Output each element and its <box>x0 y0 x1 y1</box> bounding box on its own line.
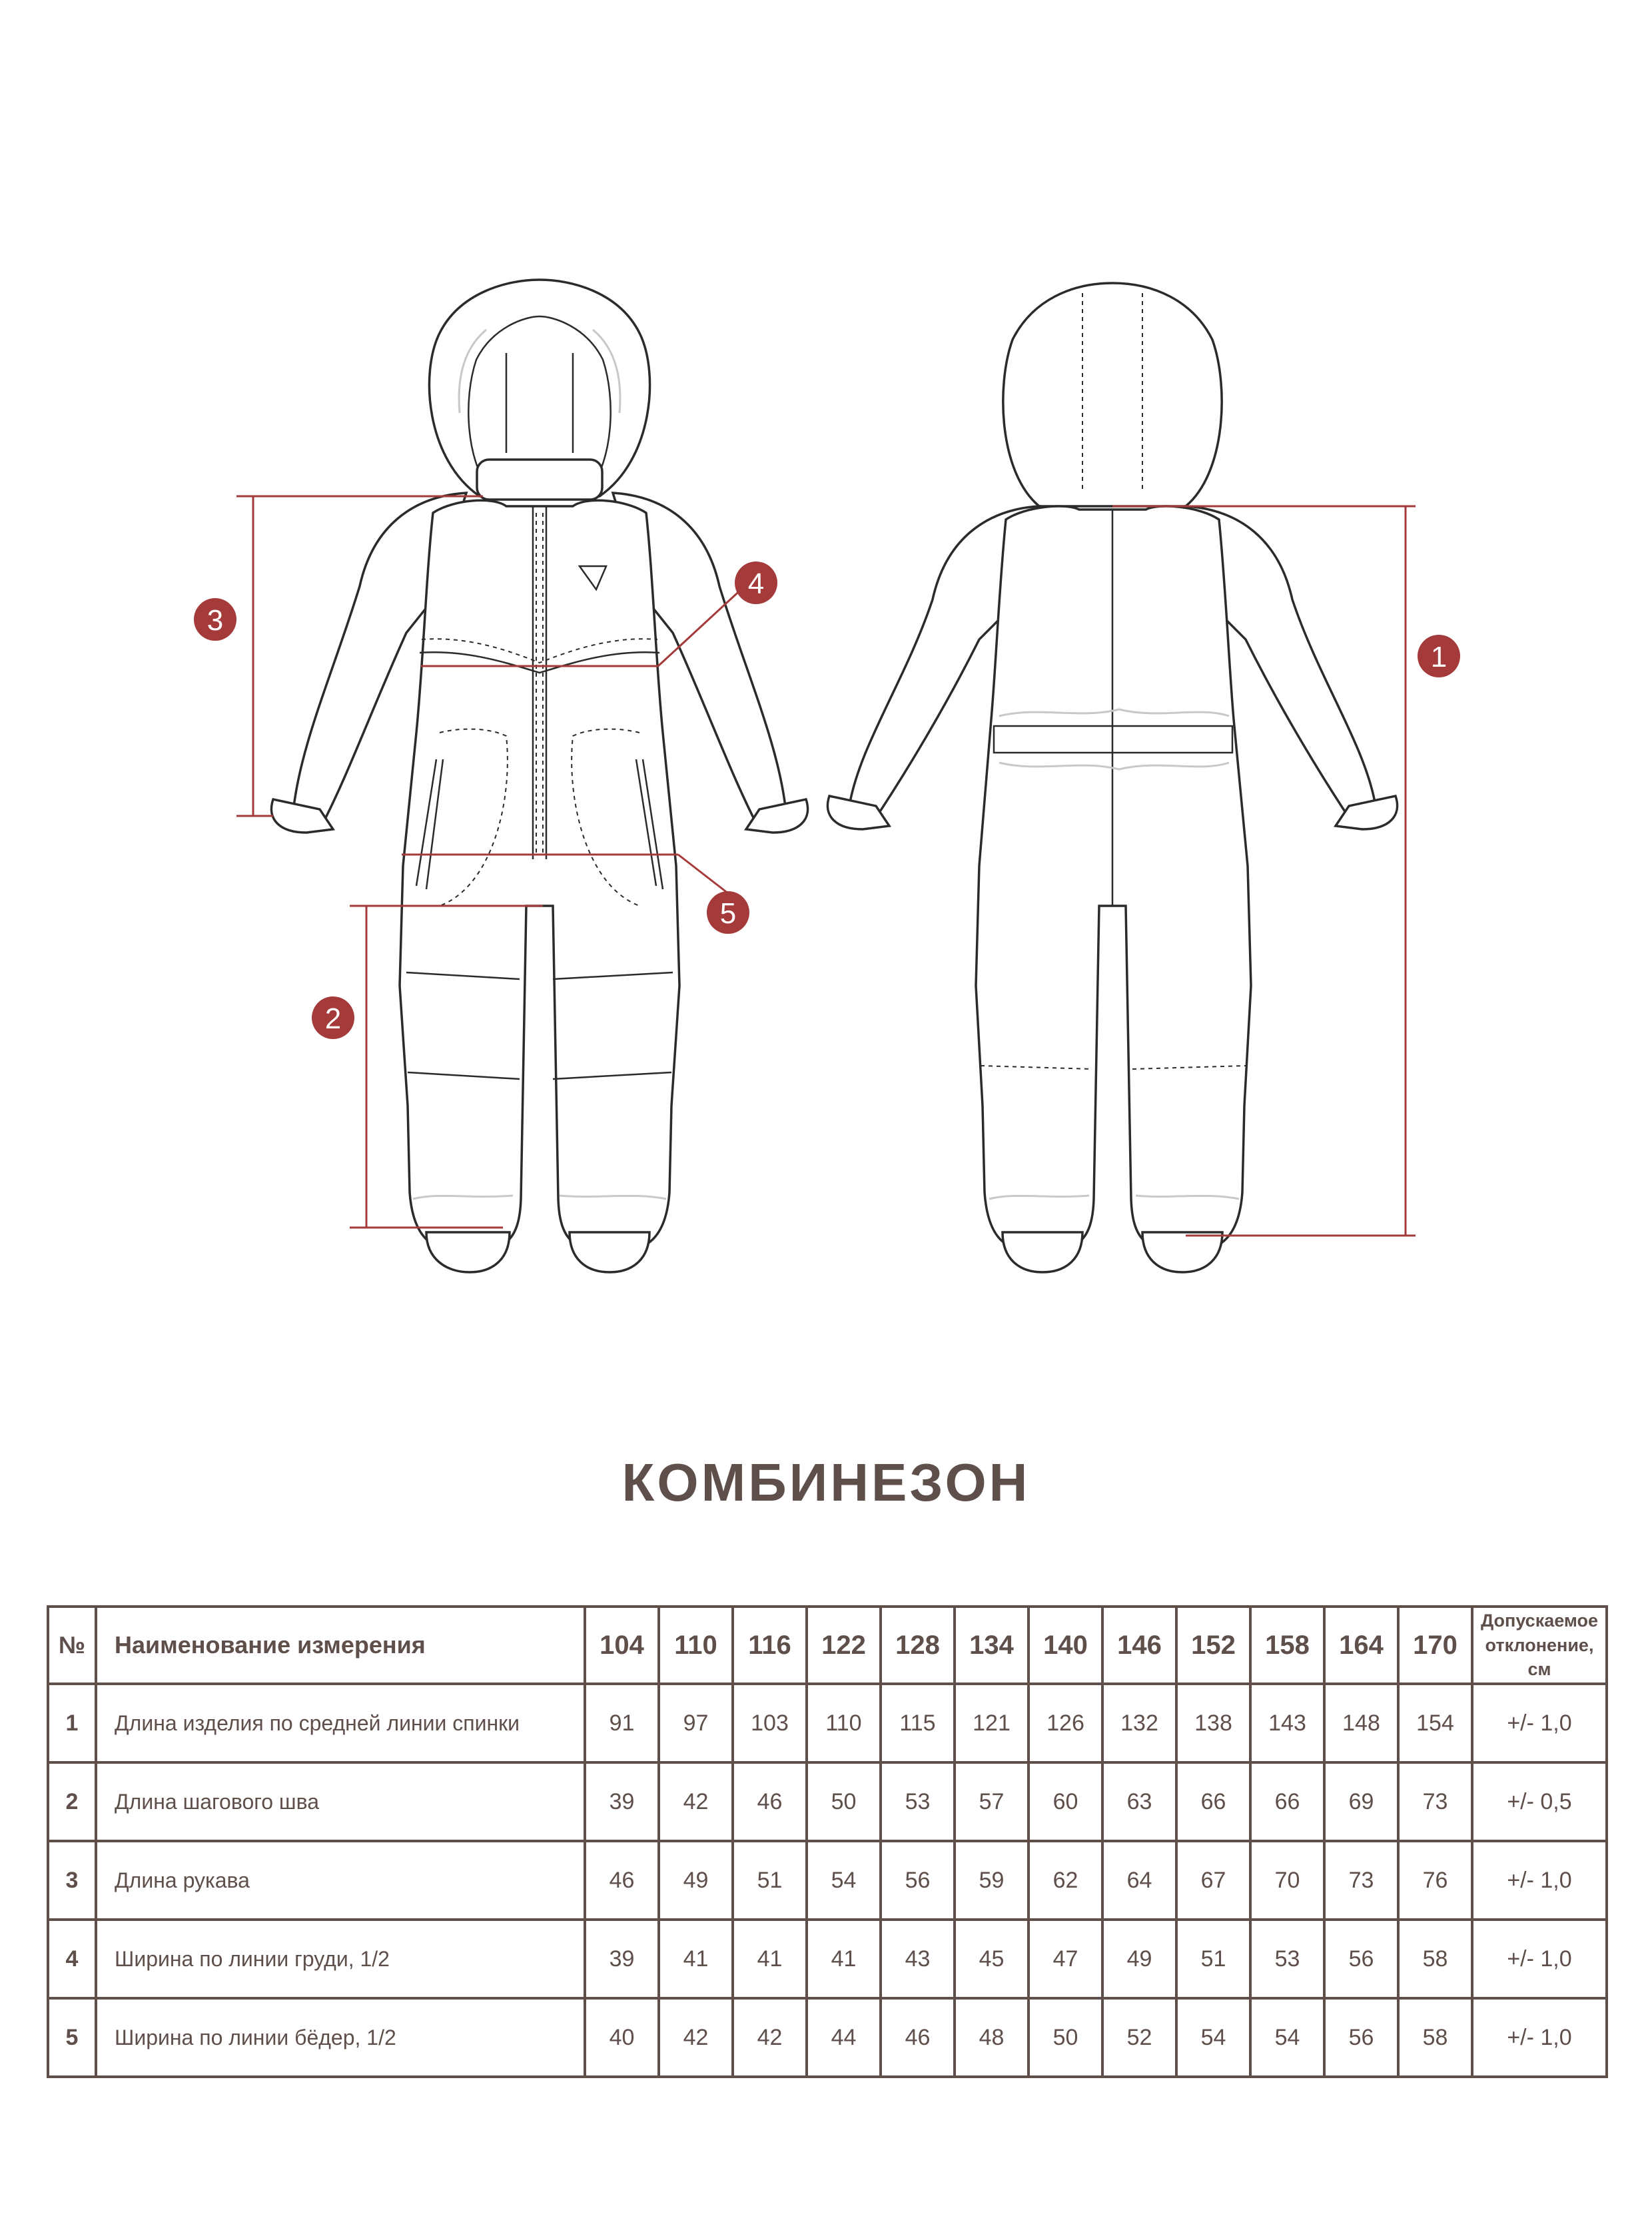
value-cell: 54 <box>1250 1998 1324 2077</box>
value-cell: 97 <box>659 1684 733 1762</box>
legend-marker-3 <box>194 598 236 641</box>
value-cell: 53 <box>881 1762 955 1841</box>
tolerance-cell: +/- 1,0 <box>1472 1920 1607 1998</box>
value-cell: 121 <box>955 1684 1029 1762</box>
value-cell: 148 <box>1324 1684 1398 1762</box>
legend-marker-4 <box>735 561 777 604</box>
value-cell: 40 <box>585 1998 659 2077</box>
value-cell: 43 <box>881 1920 955 1998</box>
front-view <box>271 280 807 1272</box>
value-cell: 63 <box>1102 1762 1176 1841</box>
measurement-name: Ширина по линии груди, 1/2 <box>96 1920 585 1998</box>
size-table <box>47 1605 1608 2078</box>
value-cell: 39 <box>585 1762 659 1841</box>
header-size-104: 104 <box>585 1607 659 1684</box>
svg-text:4: 4 <box>747 567 765 600</box>
value-cell: 143 <box>1250 1684 1324 1762</box>
value-cell: 39 <box>585 1920 659 1998</box>
value-cell: 46 <box>733 1762 807 1841</box>
page-title: КОМБИНЕЗОН <box>621 1453 1031 1512</box>
value-cell: 42 <box>733 1998 807 2077</box>
value-cell: 50 <box>807 1762 881 1841</box>
tolerance-cell: +/- 1,0 <box>1472 1841 1607 1920</box>
tolerance-cell: +/- 1,0 <box>1472 1684 1607 1762</box>
value-cell: 76 <box>1398 1841 1472 1920</box>
value-cell: 110 <box>807 1684 881 1762</box>
value-cell: 46 <box>881 1998 955 2077</box>
value-cell: 73 <box>1324 1841 1398 1920</box>
header-measurement-name: Наименование измерения <box>96 1607 585 1684</box>
value-cell: 58 <box>1398 1998 1472 2077</box>
header-size-134: 134 <box>955 1607 1029 1684</box>
value-cell: 42 <box>659 1762 733 1841</box>
measurement-name: Длина рукава <box>96 1841 585 1920</box>
value-cell: 48 <box>955 1998 1029 2077</box>
value-cell: 49 <box>659 1841 733 1920</box>
value-cell: 60 <box>1029 1762 1102 1841</box>
value-cell: 103 <box>733 1684 807 1762</box>
header-size-146: 146 <box>1102 1607 1176 1684</box>
value-cell: 73 <box>1398 1762 1472 1841</box>
legend-marker-2 <box>312 996 354 1039</box>
value-cell: 69 <box>1324 1762 1398 1841</box>
header-tolerance <box>1472 1607 1607 1684</box>
table-row <box>48 1684 1607 1762</box>
value-cell: 56 <box>881 1841 955 1920</box>
value-cell: 138 <box>1176 1684 1250 1762</box>
value-cell: 41 <box>733 1920 807 1998</box>
value-cell: 126 <box>1029 1684 1102 1762</box>
value-cell: 44 <box>807 1998 881 2077</box>
svg-text:3: 3 <box>206 604 224 637</box>
table-row <box>48 1998 1607 2077</box>
tolerance-cell: +/- 0,5 <box>1472 1762 1607 1841</box>
svg-text:5: 5 <box>719 897 737 930</box>
measurement-name: Ширина по линии бёдер, 1/2 <box>96 1998 585 2077</box>
value-cell: 154 <box>1398 1684 1472 1762</box>
header-size-140: 140 <box>1029 1607 1102 1684</box>
value-cell: 51 <box>1176 1920 1250 1998</box>
value-cell: 67 <box>1176 1841 1250 1920</box>
value-cell: 115 <box>881 1684 955 1762</box>
row-number: 1 <box>48 1684 96 1762</box>
value-cell: 42 <box>659 1998 733 2077</box>
table-row <box>48 1841 1607 1920</box>
header-size-170: 170 <box>1398 1607 1472 1684</box>
header-size-152: 152 <box>1176 1607 1250 1684</box>
row-number: 2 <box>48 1762 96 1841</box>
back-view <box>827 283 1397 1272</box>
tolerance-cell: +/- 1,0 <box>1472 1998 1607 2077</box>
value-cell: 64 <box>1102 1841 1176 1920</box>
value-cell: 59 <box>955 1841 1029 1920</box>
value-cell: 66 <box>1250 1762 1324 1841</box>
value-cell: 132 <box>1102 1684 1176 1762</box>
svg-text:2: 2 <box>324 1002 342 1035</box>
value-cell: 51 <box>733 1841 807 1920</box>
value-cell: 54 <box>1176 1998 1250 2077</box>
value-cell: 62 <box>1029 1841 1102 1920</box>
value-cell: 58 <box>1398 1920 1472 1998</box>
header-size-164: 164 <box>1324 1607 1398 1684</box>
value-cell: 41 <box>807 1920 881 1998</box>
value-cell: 41 <box>659 1920 733 1998</box>
header-size-128: 128 <box>881 1607 955 1684</box>
header-tolerance-line1: Допускаемое <box>1480 1611 1599 1631</box>
legend-marker-5 <box>707 891 749 934</box>
header-size-122: 122 <box>807 1607 881 1684</box>
header-tolerance-line2: отклонение, см <box>1485 1635 1594 1680</box>
row-number: 3 <box>48 1841 96 1920</box>
value-cell: 46 <box>585 1841 659 1920</box>
measurement-name: Длина шагового шва <box>96 1762 585 1841</box>
table-body <box>48 1684 1607 2077</box>
value-cell: 49 <box>1102 1920 1176 1998</box>
header-size-116: 116 <box>733 1607 807 1684</box>
value-cell: 53 <box>1250 1920 1324 1998</box>
value-cell: 52 <box>1102 1998 1176 2077</box>
value-cell: 54 <box>807 1841 881 1920</box>
header-num: № <box>48 1607 96 1684</box>
measurement-name: Длина изделия по средней линии спинки <box>96 1684 585 1762</box>
table-row <box>48 1920 1607 1998</box>
value-cell: 70 <box>1250 1841 1324 1920</box>
value-cell: 66 <box>1176 1762 1250 1841</box>
svg-text:1: 1 <box>1430 641 1447 673</box>
value-cell: 50 <box>1029 1998 1102 2077</box>
value-cell: 47 <box>1029 1920 1102 1998</box>
row-number: 4 <box>48 1920 96 1998</box>
table-row <box>48 1762 1607 1841</box>
legend-marker-1 <box>1418 635 1460 677</box>
header-size-110: 110 <box>659 1607 733 1684</box>
value-cell: 56 <box>1324 1998 1398 2077</box>
row-number: 5 <box>48 1998 96 2077</box>
value-cell: 57 <box>955 1762 1029 1841</box>
value-cell: 56 <box>1324 1920 1398 1998</box>
table-header-row <box>48 1607 1607 1684</box>
header-size-158: 158 <box>1250 1607 1324 1684</box>
value-cell: 91 <box>585 1684 659 1762</box>
value-cell: 45 <box>955 1920 1029 1998</box>
